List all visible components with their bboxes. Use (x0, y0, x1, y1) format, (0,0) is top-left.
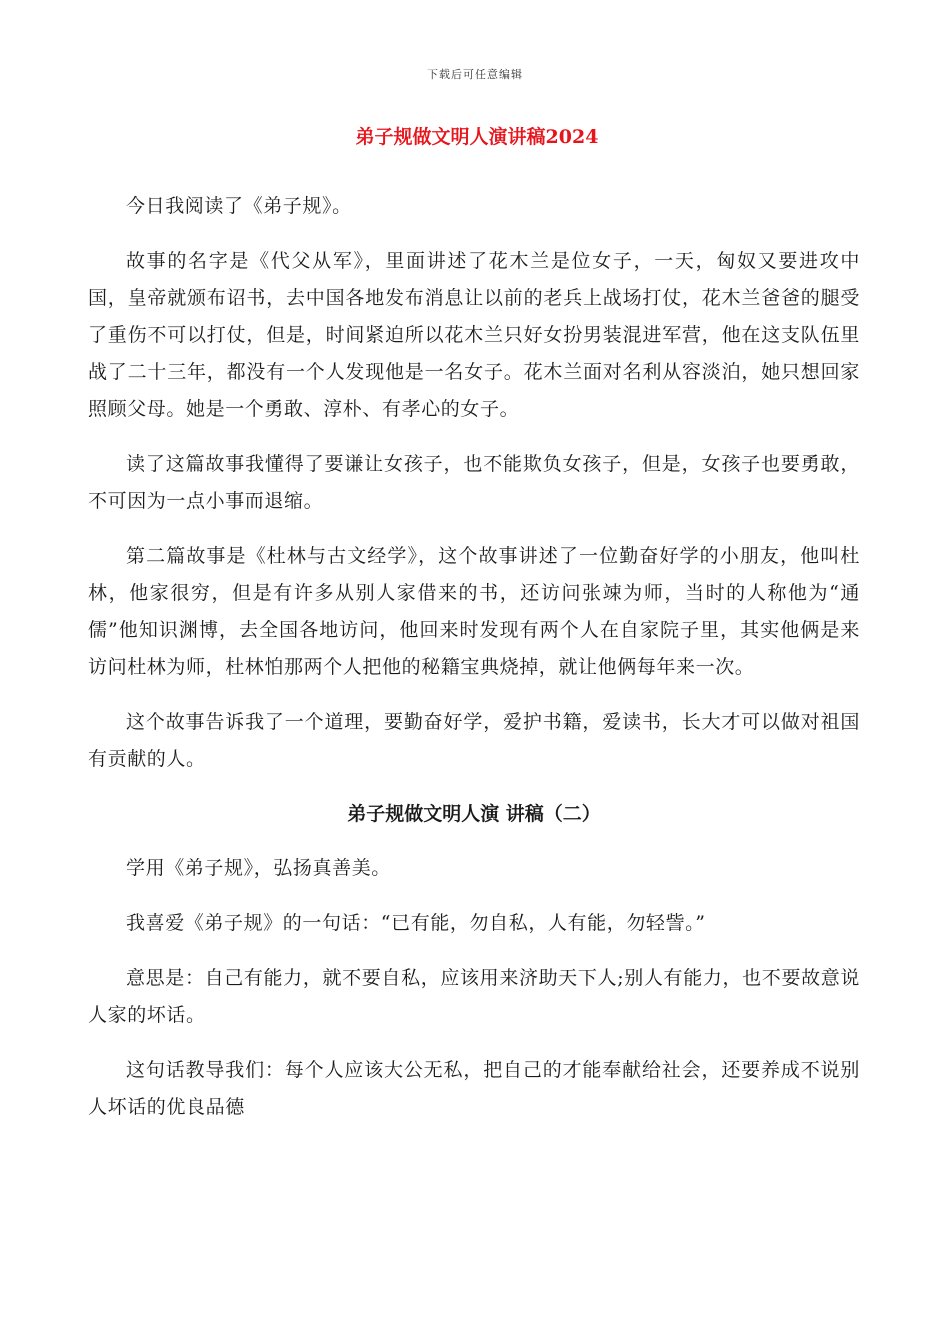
paragraph: 今日我阅读了《弟子规》。 (126, 195, 352, 217)
paragraph: 意思是：自己有能力，就不要自私，应该用来济助天下人;别人有能力，也不要故意说人家的坏话。 (88, 967, 860, 1026)
paragraph: 第二篇故事是《杜林与古文经学》，这个故事讲述了一位勤奋好学的小朋友，他叫杜林，他家很穷，但是有许多从别人家借来的书，还访问张竦为师，当时的人称他为“通儒”他知识渊博，去全国各地访问，他回来时发现有两个人在自家院子里，其实他俩是来访问杜林为师，杜林怕那两个人把他的秘籍宝典烧掉，就让他俩每年来一次。 (88, 545, 860, 678)
paragraph: 我喜爱《弟子规》的一句话：“已有能，勿自私，人有能，勿轻訾。” (126, 912, 706, 934)
paragraph: 这个故事告诉我了一个道理，要勤奋好学，爱护书籍，爱读书，长大才可以做对祖国有贡献的人。 (88, 711, 860, 770)
header-note: 下载后可任意编辑 (427, 68, 523, 81)
document-title: 弟子规做文明人演讲稿2024 (355, 126, 599, 148)
paragraph: 故事的名字是《代父从军》，里面讲述了花木兰是位女子，一天，匈奴又要进攻中国，皇帝就颁布诏书，去中国各地发布消息让以前的老兵上战场打仗，花木兰爸爸的腿受了重伤不可以打仗，但是，时间紧迫所以花木兰只好女扮男装混进军营，他在这支队伍里战了二十三年，都没有一个人发现他是一名女子。花木兰面对名利从容淡泊，她只想回家照顾父母。她是一个勇敢、淳朴、有孝心的女子。 (88, 250, 860, 420)
paragraph: 这句话教导我们：每个人应该大公无私，把自己的才能奉献给社会，还要养成不说别人坏话的优良品德 (88, 1059, 860, 1118)
document-body (88, 118, 860, 1144)
paragraph: 读了这篇故事我懂得了要谦让女孩子，也不能欺负女孩子，但是，女孩子也要勇敢，不可因为一点小事而退缩。 (88, 453, 860, 512)
section-2 (88, 850, 860, 1126)
section-1 (88, 188, 860, 778)
paragraph: 学用《弟子规》，弘扬真善美。 (126, 857, 391, 879)
section-subtitle: 弟子规做文明人演 讲稿（二） (347, 803, 601, 825)
